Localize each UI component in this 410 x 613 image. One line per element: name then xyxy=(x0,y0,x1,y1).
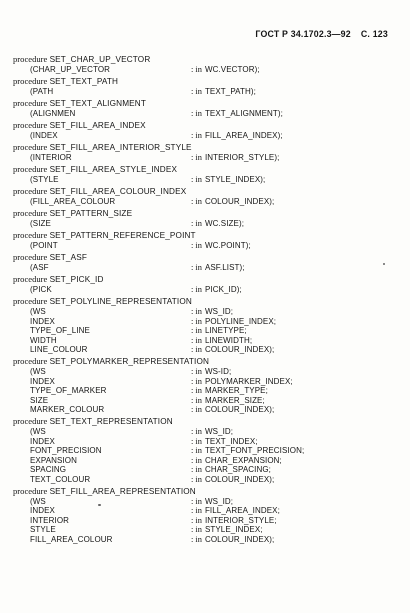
parameter-type: WC.SIZE); xyxy=(204,219,245,229)
procedure-name: SET_FILL_AREA_INTERIOR_STYLE xyxy=(49,143,192,152)
parameter-name: TEXT_COLOUR xyxy=(30,474,91,484)
parameter-type-spec xyxy=(191,437,258,447)
parameter-name: STYLE xyxy=(30,525,56,535)
parameter-type-spec xyxy=(191,263,245,273)
parameter-mode: : in xyxy=(191,263,202,273)
scan-speck xyxy=(383,263,385,265)
procedure-name: SET_FILL_AREA_REPRESENTATION xyxy=(49,486,196,496)
parameter-mode: : in xyxy=(191,285,202,295)
procedure-name: SET_FILL_AREA_STYLE_INDEX xyxy=(49,165,178,174)
procedure-keyword: procedure xyxy=(13,164,48,174)
parameter-type-spec xyxy=(191,109,283,119)
parameter-mode: : in xyxy=(191,474,202,484)
parameter-name: TYPE_OF_MARKER xyxy=(30,386,107,396)
parameter-row xyxy=(13,109,398,119)
parameter-type: WS_ID; xyxy=(204,427,234,437)
parameter-type-spec xyxy=(191,516,277,526)
procedure-name: SET_PICK_ID xyxy=(49,275,104,284)
procedure-heading xyxy=(13,486,398,497)
parameter-name: TYPE_OF_LINE xyxy=(30,326,90,336)
parameter-name: INDEX xyxy=(30,316,55,326)
parameter-mode: : in xyxy=(191,153,202,163)
procedure-block xyxy=(13,208,398,229)
procedure-block xyxy=(13,274,398,295)
procedure-heading xyxy=(13,296,398,307)
parameter-type: WS_ID; xyxy=(204,307,234,317)
parameter-type: COLOUR_INDEX); xyxy=(204,197,275,207)
parameter-mode: : in xyxy=(191,175,202,185)
parameter-name: (WS xyxy=(30,496,46,506)
parameter-type-spec xyxy=(191,446,304,456)
parameter-type: INTERIOR_STYLE); xyxy=(204,153,280,163)
parameter-mode: : in xyxy=(191,395,202,405)
procedure-block xyxy=(13,186,398,207)
parameter-name: (INTERIOR xyxy=(30,153,72,163)
parameter-row xyxy=(13,427,398,437)
parameter-type: TEXT_FONT_PRECISION; xyxy=(204,446,305,456)
procedure-keyword: procedure xyxy=(13,120,48,130)
parameter-type: FILL_AREA_INDEX); xyxy=(204,131,283,141)
parameter-name: LINE_COLOUR xyxy=(30,345,88,355)
parameter-mode: : in xyxy=(191,465,202,475)
parameter-type: LINETYPE; xyxy=(204,326,247,336)
parameter-row xyxy=(13,307,398,317)
procedure-keyword: procedure xyxy=(13,274,48,284)
parameter-type: TEXT_PATH); xyxy=(204,87,256,97)
procedure-heading xyxy=(13,76,398,87)
parameter-name: INDEX xyxy=(30,376,55,386)
parameter-type: FILL_AREA_INDEX; xyxy=(204,506,280,516)
parameter-name: INTERIOR xyxy=(30,515,70,525)
procedure-block xyxy=(13,416,398,484)
parameter-type-spec xyxy=(191,153,279,163)
procedure-name: SET_POLYMARKER_REPRESENTATION xyxy=(49,357,210,366)
procedure-block xyxy=(13,164,398,185)
procedure-keyword: procedure xyxy=(13,356,48,366)
parameter-type-spec xyxy=(191,465,271,475)
parameter-mode: : in xyxy=(191,345,202,355)
procedure-name: SET_TEXT_ALIGNMENT xyxy=(49,99,146,108)
parameter-name: (INDEX xyxy=(30,131,58,141)
parameter-type-spec xyxy=(191,326,247,336)
parameter-type-spec xyxy=(191,506,280,516)
parameter-name: INDEX xyxy=(30,506,55,516)
parameter-name: FILL_AREA_COLOUR xyxy=(30,534,113,544)
procedure-block xyxy=(13,76,398,97)
parameter-type-spec xyxy=(191,367,231,377)
parameter-name: (POINT xyxy=(30,241,58,251)
procedure-heading xyxy=(13,186,398,197)
parameter-name: (CHAR_UP_VECTOR xyxy=(30,65,111,75)
parameter-name: (WS xyxy=(30,427,46,437)
parameter-row xyxy=(13,377,398,387)
procedure-block xyxy=(13,486,398,545)
parameter-name: SIZE xyxy=(30,395,49,405)
parameter-type-spec xyxy=(191,65,260,75)
parameter-mode: : in xyxy=(191,427,202,437)
parameter-mode: : in xyxy=(191,496,202,506)
parameter-mode: : in xyxy=(191,109,202,119)
parameter-name: (ASF xyxy=(30,263,49,273)
parameter-type: MARKER_TYPE; xyxy=(204,386,268,396)
parameter-type-spec xyxy=(191,87,256,97)
parameter-name: (PICK xyxy=(30,285,52,295)
parameter-name: (PATH xyxy=(30,87,54,97)
parameter-type: COLOUR_INDEX); xyxy=(204,345,275,355)
procedure-name: SET_PATTERN_REFERENCE_POINT xyxy=(49,231,196,240)
parameter-mode: : in xyxy=(191,525,202,535)
parameter-type-spec xyxy=(191,307,233,317)
parameter-type-spec xyxy=(191,131,283,141)
procedure-block xyxy=(13,252,398,273)
parameter-mode: : in xyxy=(191,455,202,465)
parameter-row xyxy=(13,437,398,447)
parameter-row xyxy=(13,456,398,466)
procedure-name: SET_POLYLINE_REPRESENTATION xyxy=(49,297,192,306)
procedure-heading xyxy=(13,230,398,241)
parameter-type: MARKER_SIZE; xyxy=(204,395,265,405)
parameter-name: EXPANSION xyxy=(30,455,77,465)
procedure-keyword: procedure xyxy=(13,416,48,426)
parameter-row xyxy=(13,475,398,485)
parameter-type-spec xyxy=(191,285,242,295)
procedure-heading xyxy=(13,54,398,65)
parameter-type: CHAR_EXPANSION; xyxy=(204,455,282,465)
parameter-mode: : in xyxy=(191,65,202,75)
parameter-row xyxy=(13,497,398,507)
parameter-name: FONT_PRECISION xyxy=(30,446,102,456)
parameter-type-spec xyxy=(191,377,293,387)
procedure-name: SET_TEXT_REPRESENTATION xyxy=(49,417,173,426)
parameter-mode: : in xyxy=(191,367,202,377)
parameter-name: (WS xyxy=(30,367,46,377)
procedure-keyword: procedure xyxy=(13,76,48,86)
parameter-type-spec xyxy=(191,241,251,251)
parameter-type: STYLE_INDEX); xyxy=(204,175,266,185)
procedure-block xyxy=(13,120,398,141)
parameter-type: TEXT_ALIGNMENT); xyxy=(204,109,283,119)
parameter-row xyxy=(13,345,398,355)
parameter-type: POLYLINE_INDEX; xyxy=(204,316,277,326)
parameter-mode: : in xyxy=(191,515,202,525)
parameter-type: WC.POINT); xyxy=(204,241,251,251)
procedure-name: SET_FILL_AREA_INDEX xyxy=(49,121,146,130)
procedure-keyword: procedure xyxy=(13,208,48,218)
parameter-row xyxy=(13,386,398,396)
procedure-heading xyxy=(13,274,398,285)
parameter-mode: : in xyxy=(191,446,202,456)
procedure-heading xyxy=(13,142,398,153)
parameter-name: SPACING xyxy=(30,465,67,475)
parameter-name: MARKER_COLOUR xyxy=(30,405,105,415)
parameter-type-spec xyxy=(191,336,252,346)
parameter-type: ASF.LIST); xyxy=(204,263,245,273)
parameter-row xyxy=(13,405,398,415)
scan-speck xyxy=(98,504,101,506)
parameter-row xyxy=(13,336,398,346)
procedure-keyword: procedure xyxy=(13,230,48,240)
procedure-heading xyxy=(13,208,398,219)
procedure-keyword: procedure xyxy=(13,186,48,196)
procedure-keyword: procedure xyxy=(13,252,48,262)
parameter-row xyxy=(13,175,398,185)
parameter-row xyxy=(13,131,398,141)
parameter-mode: : in xyxy=(191,131,202,141)
parameter-row xyxy=(13,285,398,295)
parameter-row xyxy=(13,367,398,377)
parameter-type-spec xyxy=(191,219,244,229)
parameter-row xyxy=(13,65,398,75)
parameter-name: (ALIGNMEN xyxy=(30,109,76,119)
page-header xyxy=(255,29,388,39)
parameter-type: INTERIOR_STYLE; xyxy=(204,515,277,525)
parameter-type: WS-ID; xyxy=(204,367,232,377)
parameter-row xyxy=(13,326,398,336)
parameter-type-spec xyxy=(191,475,274,485)
procedure-keyword: procedure xyxy=(13,98,48,108)
parameter-type: COLOUR_INDEX); xyxy=(204,534,275,544)
standard-designation: ГОСТ Р 34.1702.3—92 xyxy=(255,29,351,39)
parameter-row xyxy=(13,153,398,163)
parameter-mode: : in xyxy=(191,307,202,317)
parameter-type-spec xyxy=(191,386,268,396)
parameter-name: (SIZE xyxy=(30,219,51,229)
parameter-type-spec xyxy=(191,427,233,437)
parameter-row xyxy=(13,317,398,327)
parameter-type-spec xyxy=(191,497,233,507)
parameter-row xyxy=(13,525,398,535)
parameter-mode: : in xyxy=(191,534,202,544)
procedure-keyword: procedure xyxy=(13,485,48,496)
parameter-row xyxy=(13,446,398,456)
parameter-mode: : in xyxy=(191,316,202,326)
parameter-type: POLYMARKER_INDEX; xyxy=(204,376,293,386)
parameter-type-spec xyxy=(191,345,274,355)
parameter-mode: : in xyxy=(191,386,202,396)
procedure-block xyxy=(13,296,398,355)
parameter-mode: : in xyxy=(191,405,202,415)
parameter-name: (WS xyxy=(30,307,46,317)
procedure-name: SET_ASF xyxy=(49,253,88,262)
procedure-heading xyxy=(13,356,398,367)
parameter-type-spec xyxy=(191,535,274,545)
procedure-name: SET_TEXT_PATH xyxy=(49,77,119,86)
procedure-name: SET_CHAR_UP_VECTOR xyxy=(49,55,151,64)
parameter-type-spec xyxy=(191,197,274,207)
parameter-mode: : in xyxy=(191,87,202,97)
procedure-heading xyxy=(13,252,398,263)
parameter-type: COLOUR_INDEX); xyxy=(204,474,275,484)
parameter-row xyxy=(13,506,398,516)
parameter-row xyxy=(13,535,398,545)
parameter-row xyxy=(13,465,398,475)
parameter-row xyxy=(13,219,398,229)
parameter-type: LINEWIDTH; xyxy=(204,335,253,345)
parameter-type: STYLE_INDEX; xyxy=(204,525,263,535)
parameter-name: INDEX xyxy=(30,436,55,446)
parameter-name: (STYLE xyxy=(30,175,59,185)
parameter-mode: : in xyxy=(191,436,202,446)
parameter-type: CHAR_SPACING; xyxy=(204,465,271,475)
procedure-keyword: procedure xyxy=(13,142,48,152)
parameter-type-spec xyxy=(191,317,276,327)
parameter-name: (FILL_AREA_COLOUR xyxy=(30,197,116,207)
parameter-type: PICK_ID); xyxy=(204,285,242,295)
procedure-heading xyxy=(13,98,398,109)
procedure-block xyxy=(13,356,398,415)
parameter-row xyxy=(13,516,398,526)
parameter-type: WS_ID; xyxy=(204,496,234,506)
procedure-heading xyxy=(13,164,398,175)
parameter-type-spec xyxy=(191,396,265,406)
parameter-row xyxy=(13,263,398,273)
parameter-type-spec xyxy=(191,175,265,185)
parameter-type: WC.VECTOR); xyxy=(204,65,260,75)
parameter-type-spec xyxy=(191,525,263,535)
procedure-block xyxy=(13,54,398,75)
parameter-row xyxy=(13,197,398,207)
parameter-name: WIDTH xyxy=(30,335,57,345)
parameter-type-spec xyxy=(191,456,282,466)
parameter-type-spec xyxy=(191,405,274,415)
parameter-mode: : in xyxy=(191,506,202,516)
parameter-row xyxy=(13,396,398,406)
procedure-block xyxy=(13,142,398,163)
procedure-heading xyxy=(13,416,398,427)
procedure-listing xyxy=(13,54,398,546)
procedure-name: SET_FILL_AREA_COLOUR_INDEX xyxy=(49,187,187,196)
procedure-block xyxy=(13,230,398,251)
parameter-type: TEXT_INDEX; xyxy=(204,436,258,446)
parameter-row xyxy=(13,87,398,97)
procedure-heading xyxy=(13,120,398,131)
parameter-mode: : in xyxy=(191,326,202,336)
parameter-mode: : in xyxy=(191,219,202,229)
page-number: С. 123 xyxy=(360,29,388,39)
parameter-mode: : in xyxy=(191,241,202,251)
parameter-mode: : in xyxy=(191,376,202,386)
procedure-keyword: procedure xyxy=(13,54,48,64)
parameter-row xyxy=(13,241,398,251)
parameter-type: COLOUR_INDEX); xyxy=(204,405,275,415)
procedure-block xyxy=(13,98,398,119)
procedure-name: SET_PATTERN_SIZE xyxy=(49,209,133,218)
procedure-keyword: procedure xyxy=(13,296,48,306)
parameter-mode: : in xyxy=(191,335,202,345)
parameter-mode: : in xyxy=(191,197,202,207)
